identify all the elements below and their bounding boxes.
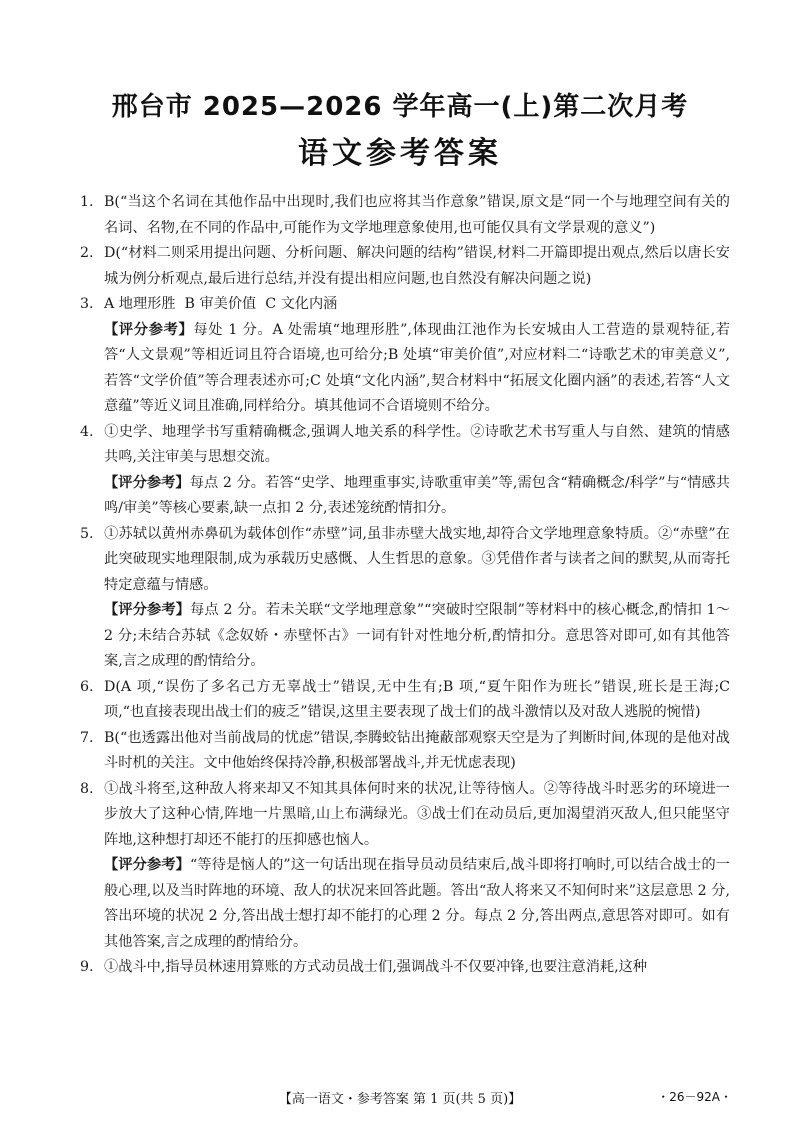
answer-item-7 bbox=[80, 726, 730, 777]
answer-text: D(“材料二则采用提出问题、分析问题、解决问题的结构”错误,材料二开篇即提出观点,然后以唐长安城为例分析观点,最后进行总结,并没有提出相应问题,也自然没有解决问题之说) bbox=[104, 245, 730, 287]
answer-text: ①战斗将至,这种敌人将来却又不知其具体何时来的状况,让等待恼人。②等待战斗时恶劣的环境进一步放大了这种心情,阵地一片黑暗,山上布满绿光。③战士们在动员后,更加渴望消灭敌人,但只能坚守阵地,这种想打却还不能打的压抑感也恼人。 bbox=[104, 780, 730, 848]
scoring-reference-3 bbox=[104, 318, 730, 420]
scoring-reference-text: “等待是恼人的”这一句话出现在指导员动员结束后,战斗即将打响时,可以结合战士的一般心理,以及当时阵地的环境、敌人的状况来回答此题。答出“敌人将来又不知何时来”这层意思 2 分,答出环境的状况 2 分,答出战士想打却不能打的心理 2 分。每点 2 分,答出两点,意思答对即可。如有其他答案,言之成理的酌情给分。 bbox=[104, 857, 730, 950]
scoring-reference-text: 每处 1 分。A 处需填“地理形胜”,体现曲江池作为长安城由人工营造的景观特征,若答“人文景观”等相近词且符合语境,也可给分;B 处填“审美价值”,对应材料二“诗歌艺术的审美意义”,若答“文学价值”等合理表述亦可;C 处填“文化内涵”,契合材料中“拓展文化圈内涵”的表述,若答“人文意蕴”等近义词且准确,同样给分。填其他词不合语境则不给分。 bbox=[104, 321, 730, 414]
answer-item-6 bbox=[80, 675, 730, 726]
answer-item-1 bbox=[80, 190, 730, 241]
answer-text: ①战斗中,指导员林速用算账的方式动员战士们,强调战斗不仅要冲锋,也要注意消耗,这种 bbox=[104, 959, 647, 975]
scoring-reference-4 bbox=[104, 471, 730, 522]
page-footer bbox=[0, 1088, 800, 1108]
scoring-reference-tag: 【评分参考】 bbox=[104, 321, 194, 338]
answer-number: 7. bbox=[80, 729, 94, 746]
document-title: 语文参考答案 bbox=[298, 136, 502, 171]
answer-number: 8. bbox=[80, 780, 94, 797]
answer-item-4 bbox=[80, 420, 730, 471]
answer-item-3 bbox=[80, 292, 730, 318]
answer-text: B(“也透露出他对当前战局的忧虑”错误,李腾蛟钻出掩蔽部观察天空是为了判断时间,体现的是他对战斗时机的关注。文中他始终保持冷静,积极部署战斗,并无忧虑表现) bbox=[104, 729, 730, 771]
answer-item-5 bbox=[80, 522, 730, 599]
footer-paper-code: ・26－92A・ bbox=[657, 1090, 732, 1104]
answer-number: 3. bbox=[80, 296, 94, 312]
scoring-reference-8 bbox=[104, 853, 730, 955]
scoring-reference-tag: 【评分参考】 bbox=[104, 602, 191, 618]
answer-number: 6. bbox=[80, 678, 94, 695]
answers-list bbox=[80, 190, 730, 981]
scoring-reference-tag: 【评分参考】 bbox=[104, 857, 191, 873]
answer-text: D(A 项,“误伤了多名己方无辜战士”错误,无中生有;B 项,“夏午阳作为班长”错误,班长是王海;C 项,“也直接表现出战士们的疲乏”错误,这里主要表现了战士们的战斗激情以及对敌人逃脱的惋惜) bbox=[104, 678, 730, 720]
answer-number: 1. bbox=[80, 194, 94, 210]
answer-text: A 地理形胜 B 审美价值 C 文化内涵 bbox=[104, 296, 338, 312]
answer-text: B(“当这个名词在其他作品中出现时,我们也应将其当作意象”错误,原文是“同一个与地理空间有关的名词、名物,在不同的作品中,可能作为文学地理意象使用,也可能仅具有文学景观的意义”) bbox=[104, 194, 730, 236]
scoring-reference-text: 每点 2 分。若答“史学、地理重事实,诗歌重审美”等,需包含“精确概念/科学”与“情感共鸣/审美”等核心要素,缺一点扣 2 分,表述笼统酌情扣分。 bbox=[104, 474, 730, 516]
scoring-reference-tag: 【评分参考】 bbox=[104, 474, 190, 491]
footer-page-info: 【高一语文・参考答案 第 1 页(共 5 页)】 bbox=[278, 1092, 522, 1107]
answer-number: 9. bbox=[80, 959, 94, 975]
answer-number: 2. bbox=[80, 245, 94, 261]
answer-number: 5. bbox=[80, 525, 94, 542]
answer-text: ①苏轼以黄州赤鼻矶为载体创作“赤壁”词,虽非赤壁大战实地,却符合文学地理意象特质。②“赤壁”在此突破现实地理限制,成为承载历史感慨、人生哲思的意象。③凭借作者与读者之间的默契,从而寄托特定意蕴与情感。 bbox=[104, 525, 730, 593]
scoring-reference-5 bbox=[104, 598, 730, 675]
answer-item-2 bbox=[80, 241, 730, 292]
answer-text: ①史学、地理学书写重精确概念,强调人地关系的科学性。②诗歌艺术书写重人与自然、建筑的情感共鸣,关注审美与思想交流。 bbox=[104, 423, 730, 465]
answer-item-9 bbox=[80, 955, 730, 981]
scoring-reference-text: 每点 2 分。若未关联“文学地理意象”“突破时空限制”等材料中的核心概念,酌情扣 1～2 分;未结合苏轼《念奴娇・赤壁怀古》一词有针对性地分析,酌情扣分。意思答对即可,如有其他答案,言之成理的酌情给分。 bbox=[104, 602, 730, 669]
answer-item-8 bbox=[80, 777, 730, 854]
answer-number: 4. bbox=[80, 423, 94, 440]
exam-title: 邢台市 2025—2026 学年高一(上)第二次月考 bbox=[111, 92, 689, 122]
